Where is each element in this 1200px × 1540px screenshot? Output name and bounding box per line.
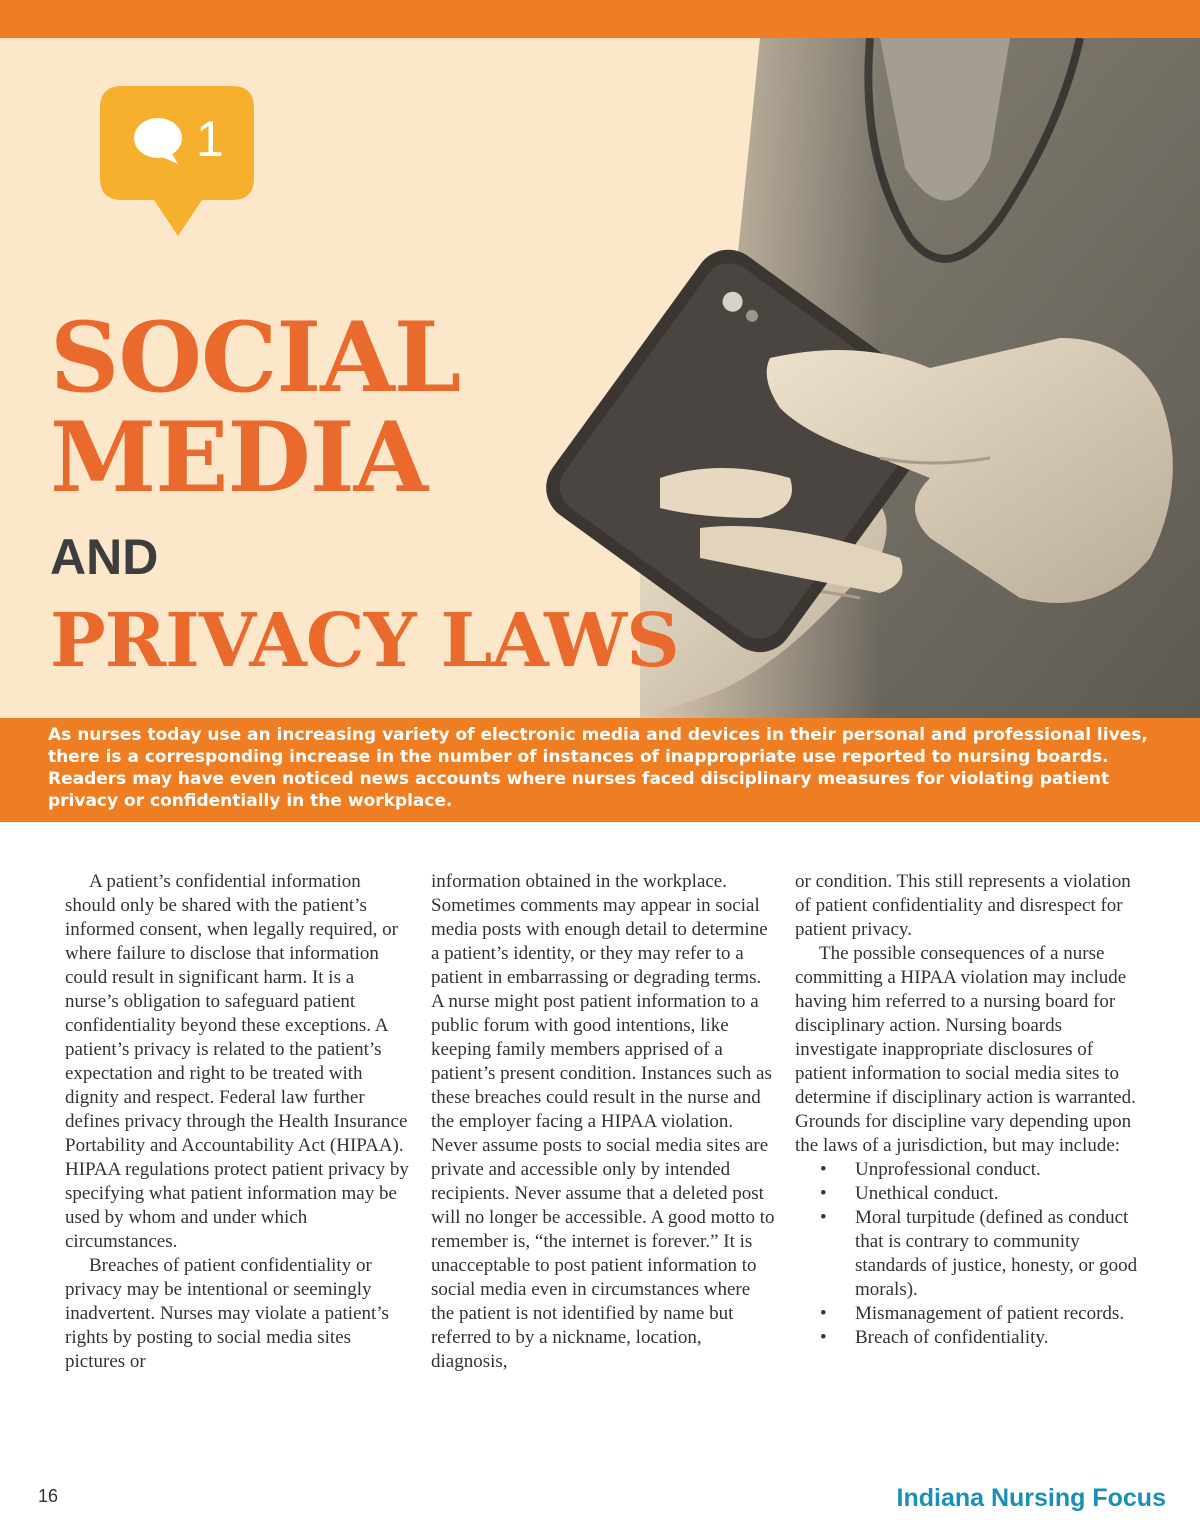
notification-count: 1 bbox=[196, 111, 224, 167]
title-line-privacy-laws: PRIVACY LAWS bbox=[50, 598, 679, 684]
article-column-2 bbox=[431, 870, 776, 1374]
paragraph: A patient’s confidential information should only be shared with the patient’s informed consent, when legally required, or where failure to disclose that information could result in significant harm. It is a nurse’s obligation to safeguard patient confidentiality beyond these exceptions. A patient’s privacy is related to the patient’s expectation and right to be treated with dignity and respect. Federal law further defines privacy through the Health Insurance Portability and Accountability Act (HIPAA). HIPAA regulations protect patient privacy by specifying what patient information may be used by whom and under which circumstances. bbox=[65, 871, 409, 1252]
article-column-1 bbox=[65, 870, 410, 1374]
list-item: • Unprofessional conduct. bbox=[795, 1158, 1145, 1182]
notification-badge bbox=[100, 86, 260, 246]
paragraph: information obtained in the workplace. Sometimes comments may appear in social media posts with enough detail to determine a patient’s identity, or they may refer to a patient in embarrassing or degrading terms. A nurse might post patient information to a public forum with good intentions, like keeping family members apprised of a patient’s present condition. Instances such as these breaches could result in the nurse and the employer facing a HIPAA violation. Never assume posts to social media sites are private and accessible only by intended recipients. Never assume that a deleted post will no longer be accessible. A good motto to remember is, “the internet is forever.” It is unacceptable to post patient information to social media even in circumstances where the patient is not identified by name but referred to by a nickname, location, diagnosis, bbox=[431, 871, 775, 1372]
list-item: • Breach of confidentiality. bbox=[795, 1326, 1145, 1350]
title-line-and: AND bbox=[50, 529, 159, 585]
article-column-3 bbox=[795, 870, 1145, 1350]
paragraph: Breaches of patient confidentiality or privacy may be intentional or seemingly inadvertent. Nurses may violate a patient’s rights by posting to social media sites pictures or bbox=[65, 1255, 389, 1372]
page-number: 16 bbox=[38, 1486, 59, 1506]
hero-banner bbox=[0, 38, 1200, 718]
list-item: • Mismanagement of patient records. bbox=[795, 1302, 1145, 1326]
list-item: • Unethical conduct. bbox=[795, 1182, 1145, 1206]
discipline-grounds-list bbox=[795, 1158, 1145, 1350]
title-line-media: MEDIA bbox=[50, 401, 428, 514]
paragraph: or condition. This still represents a violation of patient confidentiality and disrespect for patient privacy. bbox=[795, 871, 1131, 940]
list-item: • Moral turpitude (defined as conduct that is contrary to community standards of justice, honesty, or good morals). bbox=[795, 1206, 1145, 1302]
paragraph: The possible consequences of a nurse committing a HIPAA violation may include having him referred to a nursing board for disciplinary action. Nursing boards investigate inappropriate disclosures of patient information to social media sites to determine if disciplinary action is warranted. Grounds for discipline vary depending upon the laws of a jurisdiction, but may include: bbox=[795, 943, 1136, 1156]
magazine-name: Indiana Nursing Focus bbox=[896, 1484, 1166, 1512]
title-line-social: SOCIAL bbox=[50, 301, 461, 414]
top-accent-bar bbox=[0, 0, 1200, 38]
intro-paragraph: As nurses today use an increasing variety of electronic media and devices in their personal and professional lives, there is a corresponding increase in the number of instances of inappropriate use reported to nursing boards. Readers may have even noticed news accounts where nurses faced disciplinary measures for violating patient privacy or confidentially in the workplace. bbox=[48, 725, 1148, 811]
